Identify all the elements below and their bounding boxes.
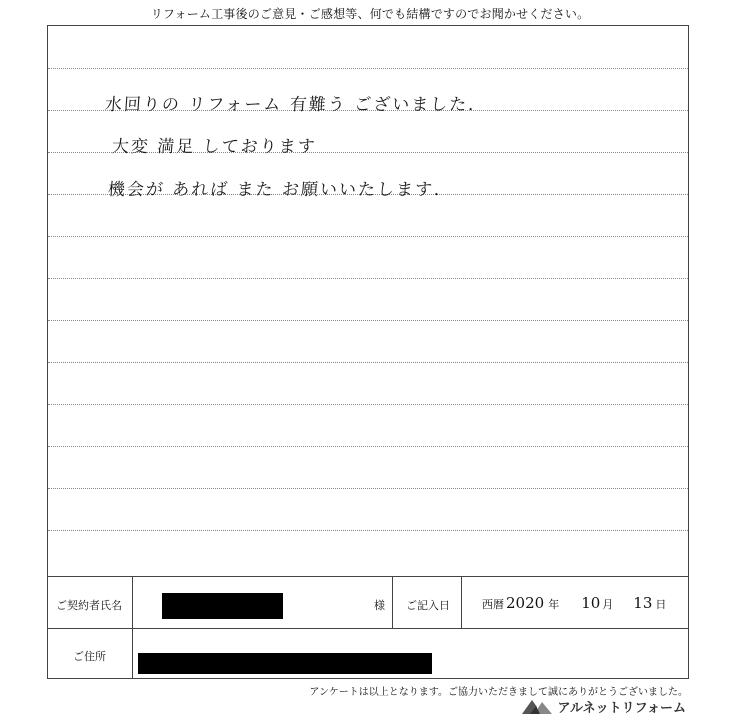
month-value: 10: [581, 594, 601, 612]
era-label: 西暦: [482, 598, 504, 611]
date-value: [482, 594, 666, 612]
date-label: ご記入日: [406, 599, 450, 612]
comment-line: 大変 満足 しております: [111, 137, 318, 157]
form-title: リフォーム工事後のご意見・ご感想等、何でも結構ですのでお聞かせください。: [150, 7, 590, 21]
day-value: 13: [633, 594, 653, 612]
form-divider: [47, 628, 689, 629]
comment-line: 水回りの リフォーム 有難う ございました.: [104, 95, 477, 115]
ruled-line: [48, 320, 688, 321]
customer-name-redaction: [162, 593, 283, 619]
customer-name-label: ご契約者氏名: [56, 599, 122, 612]
day-unit: 日: [655, 598, 667, 611]
brand-logo: [520, 697, 686, 716]
address-label: ご住所: [73, 650, 106, 663]
comment-frame: [47, 25, 689, 679]
year-value: 2020: [506, 594, 545, 612]
ruled-line: [48, 488, 688, 489]
ruled-line: [48, 68, 688, 69]
ruled-line: [48, 404, 688, 405]
address-redaction: [138, 653, 432, 674]
comment-line: 機会が あれば また お願いいたします.: [107, 180, 443, 200]
brand-name: アルネットリフォーム: [557, 701, 686, 716]
ruled-line: [48, 362, 688, 363]
ruled-line: [48, 530, 688, 531]
ruled-line: [48, 446, 688, 447]
form-column-divider: [132, 576, 133, 679]
year-unit: 年: [548, 598, 560, 611]
ruled-line: [48, 278, 688, 279]
honorific-label: 様: [374, 599, 385, 612]
month-unit: 月: [602, 598, 614, 611]
footer-note: アンケートは以上となります。ご協力いただきまして誠にありがとうございました。: [309, 687, 688, 698]
form-divider: [47, 576, 689, 577]
form-column-divider: [461, 576, 462, 628]
form-column-divider: [392, 576, 393, 628]
ruled-line: [48, 236, 688, 237]
brand-mark-icon: [520, 698, 554, 716]
